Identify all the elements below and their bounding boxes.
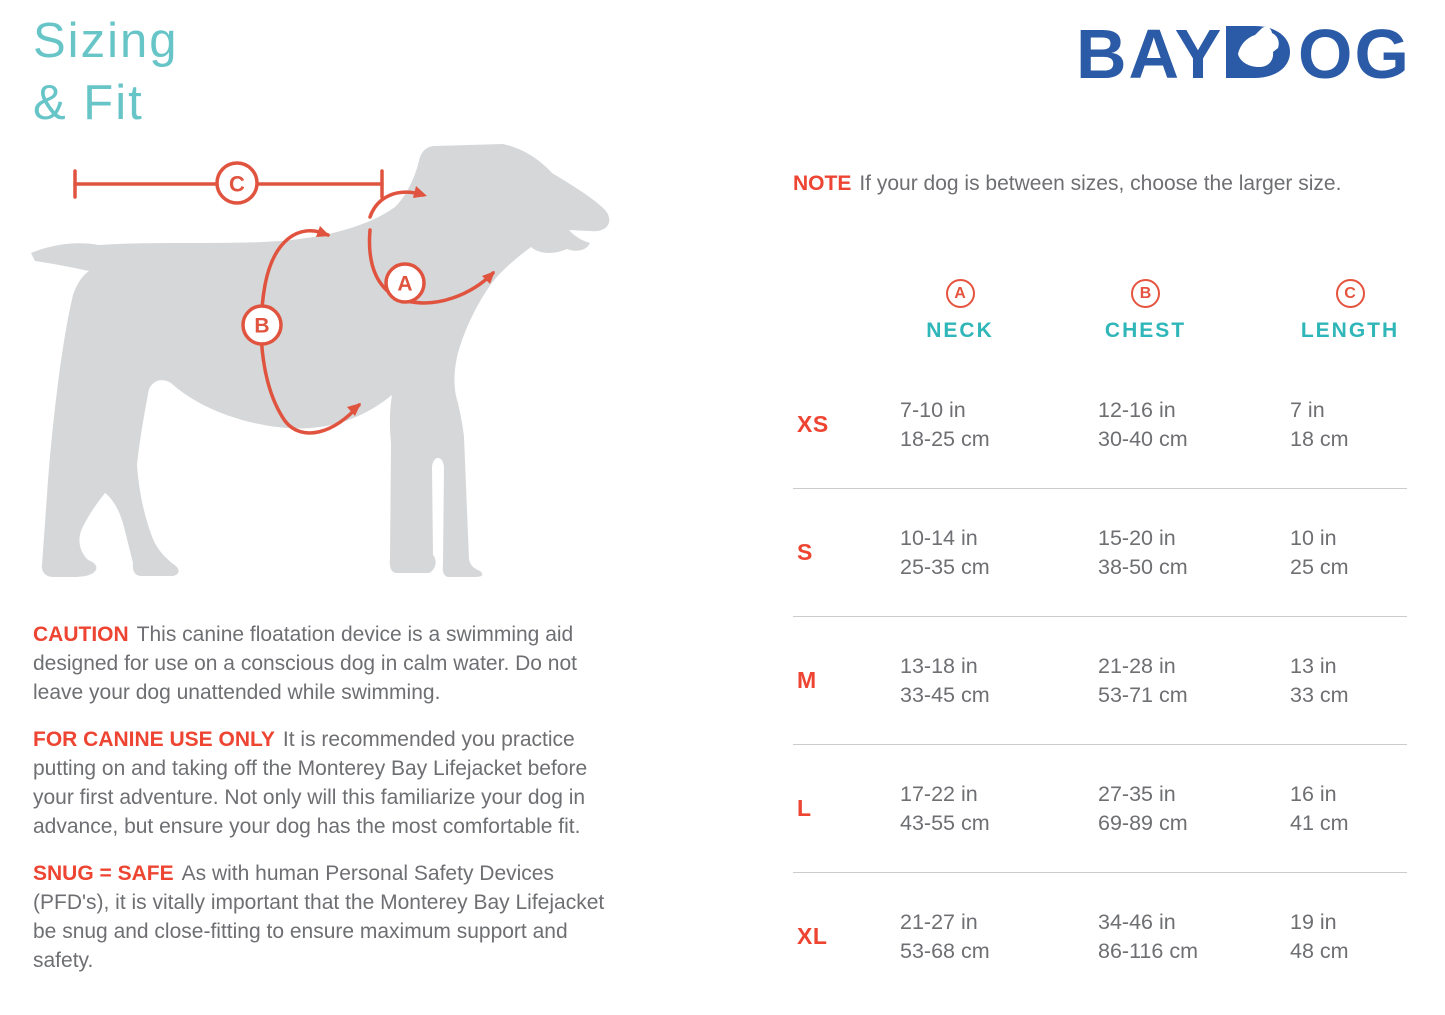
column-label-neck: NECK bbox=[926, 319, 994, 342]
chest-cell: 21-28 in 53-71 cm bbox=[1098, 653, 1188, 707]
length-cell: 7 in 18 cm bbox=[1290, 397, 1349, 451]
snug-safe-paragraph bbox=[33, 859, 611, 975]
sizing-note bbox=[793, 172, 1341, 196]
length-cell: 13 in 33 cm bbox=[1290, 653, 1349, 707]
canine-use-label: FOR CANINE USE ONLY bbox=[33, 728, 275, 751]
column-header-chest bbox=[1098, 255, 1290, 361]
baydog-logo bbox=[1076, 6, 1421, 101]
page-title-line1: Sizing bbox=[33, 14, 179, 68]
size-chart-header bbox=[793, 255, 1407, 361]
logo-text-og: OG bbox=[1298, 15, 1411, 93]
column-badge-b: B bbox=[1131, 279, 1160, 308]
size-row-l bbox=[793, 744, 1407, 872]
neck-cell: 17-22 in 43-55 cm bbox=[900, 781, 990, 835]
neck-cell: 10-14 in 25-35 cm bbox=[900, 525, 990, 579]
canine-use-text: It is recommended you practice putting on and taking off the Monterey Bay Lifejacket before your first adventure. Not only will this familiarize your dog in advance, but ensure your dog has the most comfortable fit. bbox=[33, 728, 588, 838]
column-label-length: LENGTH bbox=[1300, 319, 1400, 342]
snug-safe-text: As with human Personal Safety Devices (PFD's), it is vitally important that the Monterey Bay Lifejacket be snug and close-fitting to ensure maximum support and safety. bbox=[33, 862, 605, 972]
length-cell: 10 in 25 cm bbox=[1290, 525, 1349, 579]
neck-cell: 13-18 in 33-45 cm bbox=[900, 653, 990, 707]
measurement-badge-a bbox=[386, 264, 424, 302]
circle-b-label: B bbox=[254, 314, 270, 338]
column-badge-c: C bbox=[1336, 279, 1365, 308]
caution-text: This canine floatation device is a swimming aid designed for use on a conscious dog in calm water. Do not leave your dog unattended while swimming. bbox=[33, 623, 577, 704]
size-row-xl bbox=[793, 872, 1407, 1000]
size-label: XL bbox=[797, 923, 828, 949]
length-cell: 19 in 48 cm bbox=[1290, 909, 1349, 963]
circle-c-label: C bbox=[229, 171, 245, 197]
caution-label: CAUTION bbox=[33, 623, 129, 646]
column-header-neck bbox=[900, 255, 1098, 361]
dog-silhouette bbox=[31, 144, 609, 577]
column-label-chest: CHEST bbox=[1104, 319, 1187, 342]
size-label: L bbox=[797, 795, 812, 821]
size-row-m bbox=[793, 616, 1407, 744]
circle-a-label: A bbox=[397, 272, 413, 296]
info-paragraphs bbox=[33, 620, 611, 993]
chest-cell: 34-46 in 86-116 cm bbox=[1098, 909, 1198, 963]
neck-cell: 21-27 in 53-68 cm bbox=[900, 909, 990, 963]
canine-use-paragraph bbox=[33, 725, 611, 841]
measurement-badge-b bbox=[243, 306, 281, 344]
page-title-line2: & Fit bbox=[33, 76, 144, 130]
size-label: XS bbox=[797, 411, 829, 437]
size-chart bbox=[793, 255, 1407, 1000]
dog-measurement-diagram bbox=[25, 135, 645, 605]
column-header-length bbox=[1290, 255, 1407, 361]
size-column-spacer bbox=[793, 255, 900, 361]
chest-cell: 27-35 in 69-89 cm bbox=[1098, 781, 1188, 835]
note-label: NOTE bbox=[793, 172, 852, 195]
size-row-s bbox=[793, 488, 1407, 616]
arrowhead-b-top bbox=[316, 226, 330, 237]
logo-text-bay: BAY bbox=[1076, 15, 1224, 93]
page-title bbox=[33, 10, 178, 134]
length-cell: 16 in 41 cm bbox=[1290, 781, 1349, 835]
size-row-xs bbox=[793, 361, 1407, 488]
size-label: M bbox=[797, 667, 817, 693]
measurement-badge-c bbox=[217, 163, 257, 203]
neck-cell: 7-10 in 18-25 cm bbox=[900, 397, 990, 451]
column-badge-a: A bbox=[946, 279, 975, 308]
chest-cell: 12-16 in 30-40 cm bbox=[1098, 397, 1188, 451]
note-text: If your dog is between sizes, choose the larger size. bbox=[859, 172, 1342, 195]
chest-cell: 15-20 in 38-50 cm bbox=[1098, 525, 1188, 579]
caution-paragraph bbox=[33, 620, 611, 707]
size-label: S bbox=[797, 539, 813, 565]
snug-safe-label: SNUG = SAFE bbox=[33, 862, 174, 885]
